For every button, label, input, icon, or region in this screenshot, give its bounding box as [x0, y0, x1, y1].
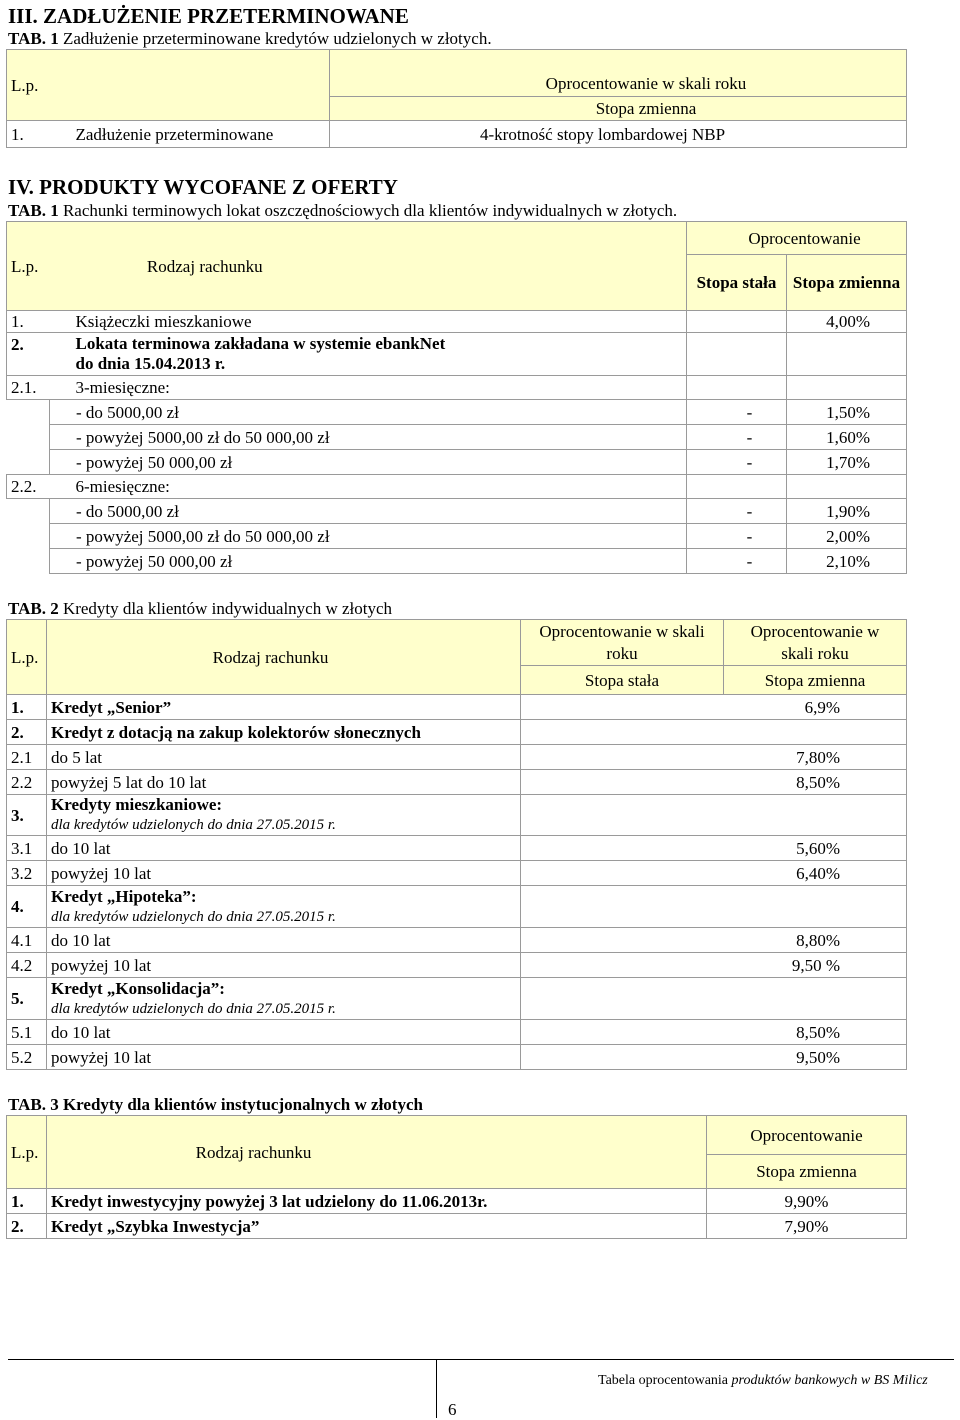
row-name: Kredyt inwestycyjny powyżej 3 lat udzielony do 11.06.2013r. [47, 1189, 707, 1214]
table-row [7, 695, 907, 720]
row-variable: 1,90% [787, 499, 907, 524]
row-variable: 8,50% [724, 770, 907, 795]
row-lp [7, 400, 50, 425]
row-lp: 3.2 [7, 861, 47, 886]
header-lp: L.p. [7, 620, 47, 695]
row-name [47, 886, 521, 928]
row-fixed [521, 695, 724, 720]
row-fixed [521, 745, 724, 770]
table-row [7, 836, 907, 861]
row-name-line: Kredyty mieszkaniowe: [51, 795, 223, 814]
table-row [7, 475, 907, 499]
row-variable: 9,50% [724, 1045, 907, 1070]
table-caption [8, 599, 392, 619]
row-name: - powyżej 5000,00 zł do 50 000,00 zł [50, 524, 687, 549]
row-variable: 1,70% [787, 450, 907, 475]
row-name: do 10 lat [47, 1020, 521, 1045]
row-variable: 1,50% [787, 400, 907, 425]
tab-label: TAB. 1 [8, 29, 59, 48]
table-row [7, 400, 907, 425]
row-variable: 4,00% [787, 311, 907, 333]
row-variable: 8,80% [724, 928, 907, 953]
table-row [7, 861, 907, 886]
row-name: - powyżej 5000,00 zł do 50 000,00 zł [50, 425, 687, 450]
header-fixed: Stopa stała [521, 666, 724, 695]
row-lp: 1. [7, 1189, 47, 1214]
row-note: dla kredytów udzielonych do dnia 27.05.2015 r. [51, 1000, 336, 1017]
row-variable: 1,60% [787, 425, 907, 450]
row-name: powyżej 10 lat [47, 861, 521, 886]
table-row [7, 450, 907, 475]
header-rate: Oprocentowanie w skali roku [330, 50, 907, 97]
row-fixed [521, 1045, 724, 1070]
header-rate: Oprocentowanie [707, 1116, 907, 1155]
row-lp [7, 524, 50, 549]
row-lp: 3.1 [7, 836, 47, 861]
business-loans-table [6, 1115, 907, 1239]
row-lp: 2.1 [7, 745, 47, 770]
header-fixed-rate [521, 620, 724, 666]
row-lp: 4.2 [7, 953, 47, 978]
table-row [7, 376, 907, 400]
table-row [7, 886, 907, 928]
tab-label: TAB. 3 [8, 1095, 59, 1114]
row-fixed [521, 836, 724, 861]
header-lp: L.p. [7, 1116, 47, 1189]
row-name: 6-miesięczne: [50, 475, 687, 499]
row-lp: 2.1. [7, 376, 50, 400]
row-fixed: - [687, 450, 787, 475]
row-name [50, 333, 687, 376]
row-variable: 7,80% [724, 745, 907, 770]
row-value: 4-krotność stopy lombardowej NBP [330, 121, 907, 148]
row-fixed: - [687, 549, 787, 574]
table-row [7, 425, 907, 450]
table-caption [8, 29, 492, 49]
row-fixed [521, 861, 724, 886]
row-lp: 5.1 [7, 1020, 47, 1045]
row-note: dla kredytów udzielonych do dnia 27.05.2015 r. [51, 908, 336, 925]
row-name: 3-miesięczne: [50, 376, 687, 400]
row-lp: 2. [7, 720, 47, 745]
footer-text [598, 1372, 928, 1390]
header-variable: Stopa zmienna [707, 1155, 907, 1189]
table-caption [8, 201, 677, 221]
row-name: - powyżej 50 000,00 zł [50, 549, 687, 574]
row-name: powyżej 10 lat [47, 1045, 521, 1070]
row-name: Kredyt „Szybka Inwestycja” [47, 1214, 707, 1239]
row-fixed: - [687, 425, 787, 450]
header-variable: Stopa zmienna [724, 666, 907, 695]
row-name-line: Kredyt „Konsolidacja”: [51, 978, 225, 998]
row-variable [787, 333, 907, 376]
tab-title: Kredyty dla klientów instytucjonalnych w złotych [62, 1095, 423, 1114]
header-variable-rate [724, 620, 907, 666]
row-variable: 2,00% [787, 524, 907, 549]
row-name: Kredyt „Senior” [47, 695, 521, 720]
row-name: do 10 lat [47, 928, 521, 953]
table-row [7, 770, 907, 795]
row-lp: 1. [7, 311, 50, 333]
row-lp: 2.2. [7, 475, 50, 499]
row-lp: 3. [7, 795, 47, 836]
table-row [7, 795, 907, 836]
row-variable: 9,50 % [724, 953, 907, 978]
tab-title: Rachunki terminowych lokat oszczędnościowych dla klientów indywidualnych w złotych. [62, 201, 678, 220]
row-variable [724, 886, 907, 928]
row-name: do 5 lat [47, 745, 521, 770]
header-line: Oprocentowanie w skali [539, 621, 705, 641]
header-line: Oprocentowanie w [750, 621, 880, 641]
header-account-type: Rodzaj rachunku [47, 1116, 707, 1189]
row-lp: 2.2 [7, 770, 47, 795]
row-lp [7, 450, 50, 475]
header-line: skali roku [781, 643, 849, 663]
row-variable: 9,90% [707, 1189, 907, 1214]
row-fixed [687, 475, 787, 499]
row-variable: 6,9% [724, 695, 907, 720]
row-variable [724, 795, 907, 836]
row-variable: 8,50% [724, 1020, 907, 1045]
header-variable: Stopa zmienna [787, 255, 907, 311]
header-line: roku [606, 643, 638, 663]
row-lp [7, 499, 50, 524]
row-fixed: - [687, 400, 787, 425]
table-caption [8, 1095, 423, 1115]
page-number: 6 [448, 1400, 457, 1419]
row-lp: 5.2 [7, 1045, 47, 1070]
footer-text-prefix: Tabela oprocentowania [598, 1373, 729, 1388]
row-fixed [687, 376, 787, 400]
header-variable: Stopa zmienna [330, 97, 907, 121]
row-variable: 5,60% [724, 836, 907, 861]
row-name: Zadłużenie przeterminowane [50, 121, 330, 148]
table-row [7, 1020, 907, 1045]
row-fixed [521, 795, 724, 836]
footer-text-italic: produktów bankowych w BS Milicz [728, 1373, 928, 1388]
table-row [7, 524, 907, 549]
table-row [7, 953, 907, 978]
table-row [7, 1214, 907, 1239]
tab-label: TAB. 1 [8, 201, 59, 220]
row-fixed [521, 770, 724, 795]
table-row [7, 928, 907, 953]
row-fixed [521, 953, 724, 978]
row-variable: 6,40% [724, 861, 907, 886]
header-account-type: Rodzaj rachunku [47, 620, 521, 695]
header-rate: Oprocentowanie [687, 222, 907, 255]
row-variable [724, 720, 907, 745]
row-name: - powyżej 50 000,00 zł [50, 450, 687, 475]
table-row [7, 1189, 907, 1214]
row-name-line: do dnia 15.04.2013 r. [75, 354, 226, 373]
row-lp: 1. [7, 695, 47, 720]
row-name: powyżej 10 lat [47, 953, 521, 978]
row-lp: 4. [7, 886, 47, 928]
footer-divider [8, 1359, 954, 1360]
row-name: - do 5000,00 zł [50, 400, 687, 425]
table-row [7, 978, 907, 1020]
table-row [7, 333, 907, 376]
row-lp [7, 549, 50, 574]
table-row [7, 311, 907, 333]
overdue-debt-table [6, 49, 907, 148]
row-fixed: - [687, 499, 787, 524]
row-note: dla kredytów udzielonych do dnia 27.05.2015 r. [51, 817, 336, 833]
row-variable: 7,90% [707, 1214, 907, 1239]
footer-vertical-divider [436, 1360, 437, 1418]
table-row [7, 121, 907, 148]
row-fixed [687, 333, 787, 376]
tab-label: TAB. 2 [8, 599, 59, 618]
row-name: do 10 lat [47, 836, 521, 861]
header-blank [50, 50, 330, 121]
row-name: Kredyt z dotacją na zakup kolektorów słonecznych [47, 720, 521, 745]
section-heading: III. ZADŁUŻENIE PRZETERMINOWANE [8, 4, 409, 28]
row-fixed [521, 720, 724, 745]
table-row [7, 499, 907, 524]
row-fixed: - [687, 524, 787, 549]
table-row [7, 549, 907, 574]
header-account-type: Rodzaj rachunku [50, 222, 687, 311]
row-variable [787, 475, 907, 499]
row-name [47, 978, 521, 1020]
row-name: Książeczki mieszkaniowe [50, 311, 687, 333]
row-fixed [521, 1020, 724, 1045]
tab-title: Zadłużenie przeterminowane kredytów udzielonych w złotych. [62, 29, 492, 48]
row-fixed [687, 311, 787, 333]
row-lp: 2. [7, 333, 50, 376]
header-lp: L.p. [7, 222, 50, 311]
row-lp: 5. [7, 978, 47, 1020]
row-lp: 4.1 [7, 928, 47, 953]
row-name-line: Kredyt „Hipoteka”: [51, 886, 197, 906]
row-lp [7, 425, 50, 450]
row-name: - do 5000,00 zł [50, 499, 687, 524]
header-lp: L.p. [7, 50, 50, 121]
header-fixed: Stopa stała [687, 255, 787, 311]
table-row [7, 745, 907, 770]
table-row [7, 720, 907, 745]
row-fixed [521, 978, 724, 1020]
row-name [47, 795, 521, 836]
retail-loans-table [6, 619, 907, 1070]
row-variable: 2,10% [787, 549, 907, 574]
row-lp: 2. [7, 1214, 47, 1239]
row-name: powyżej 5 lat do 10 lat [47, 770, 521, 795]
row-fixed [521, 928, 724, 953]
deposits-table [6, 221, 907, 574]
table-row [7, 1045, 907, 1070]
row-name-line: Lokata terminowa zakładana w systemie ebankNet [75, 334, 446, 353]
row-lp: 1. [7, 121, 50, 148]
tab-title: Kredyty dla klientów indywidualnych w złotych [62, 599, 393, 618]
row-variable [787, 376, 907, 400]
section-heading: IV. PRODUKTY WYCOFANE Z OFERTY [8, 175, 398, 199]
row-fixed [521, 886, 724, 928]
row-variable [724, 978, 907, 1020]
